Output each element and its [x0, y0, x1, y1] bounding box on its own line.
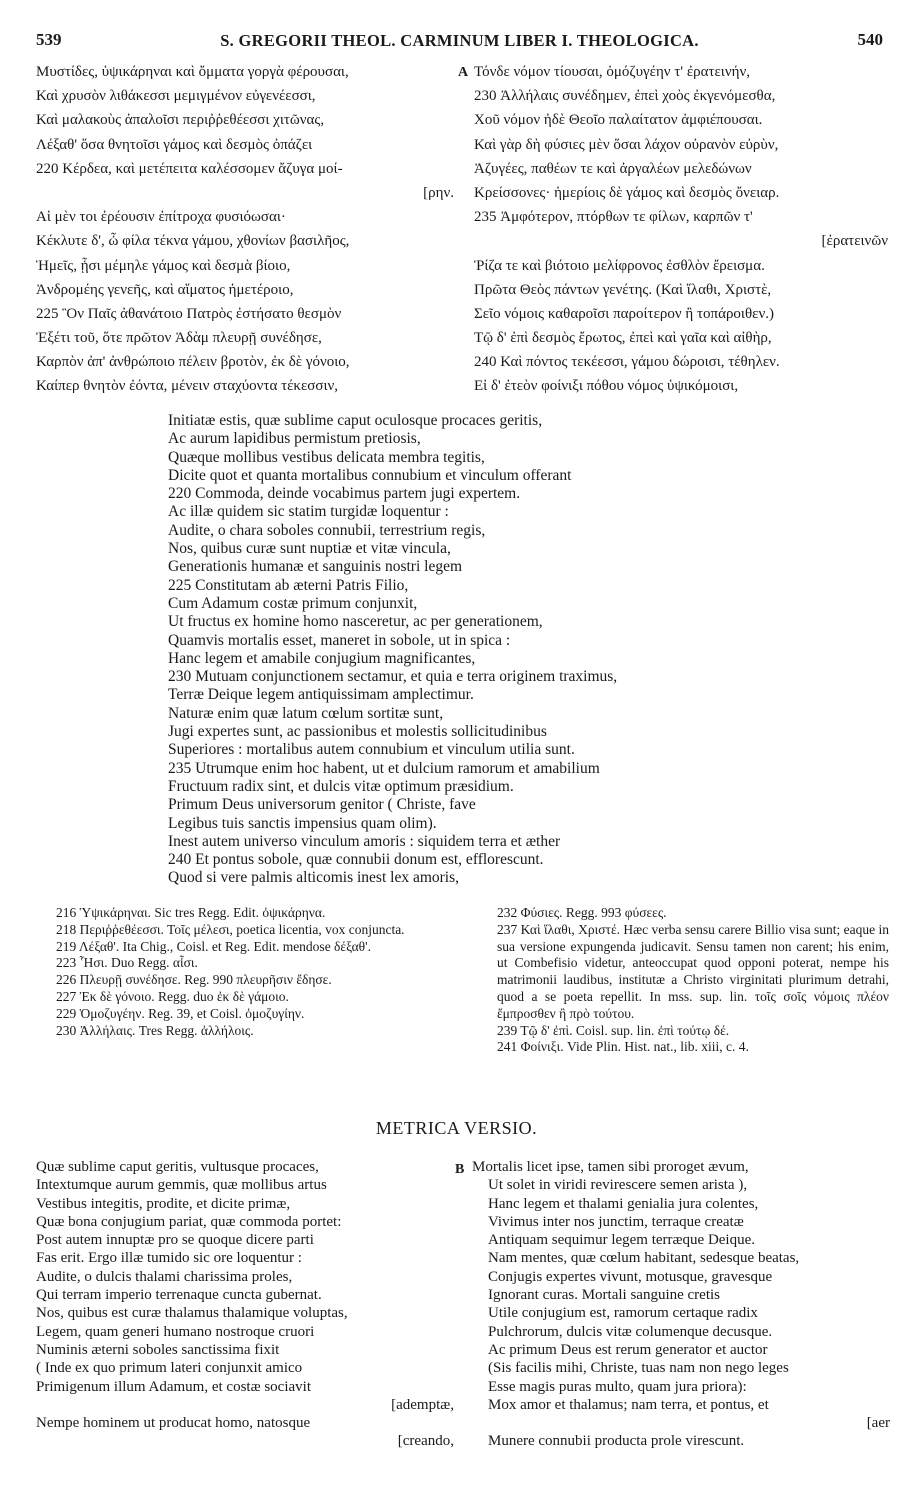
latin-line: Quamvis mortalis esset, maneret in sobole, ut in spica :	[168, 631, 511, 649]
greek-line: Χοῦ νόμον ἠδὲ Θεοῖο παλαίτατον ἀμφιέπουσαι.	[474, 112, 763, 129]
greek-line: 235 Ἀμφότερον, πτόρθων τε φίλων, καρπῶν τ'	[474, 209, 753, 226]
latin-line: Ac illæ quidem sic statim turgidæ loquentur :	[168, 503, 449, 521]
verse-line: Esse magis puras multo, quam jura priora):	[488, 1378, 747, 1395]
greek-line: Κέκλυτε δ', ὦ φίλα τέκνα γάμου, χθονίων βασιλῆος,	[36, 233, 350, 250]
verse-line: Legem, quam generi humano nostroque cruori	[36, 1323, 315, 1340]
greek-line: Ἡμεῖς, ᾗσι μέμηλε γάμος καὶ δεσμὰ βίοιο,	[36, 257, 291, 274]
footnote: 237 Καὶ ἵλαθι, Χριστέ. Hæc verba sensu carere Billio visa sunt; eaque in sua versione expungenda judicavit. Sensu tamen non carent; his enim, ut Combefisio videtur, anteoccupat quod opponi poterat, nempe his matrimonii laudibus, institutæ a Christo virginitati plurimum detrahi, quod a se poeta repellit. In mss. sup. lin. τοῖς σοῖς νόμοις πλέον ἔμπροσθεν ἢ πρὸ τούτου.	[497, 921, 889, 1021]
verse-line: Intextumque aurum gemmis, quæ mollibus artus	[36, 1177, 327, 1194]
greek-line: Αἱ μὲν τοι ἐρέουσιν ἐπίτροχα φυσιόωσαι·	[36, 209, 286, 226]
greek-line: Κρείσσονες· ἡμερίοις δὲ γάμος καὶ δεσμὸς ὄνειαρ.	[474, 184, 780, 201]
greek-line: Ἀνδρομέης γενεῆς, καὶ αἵματος ἡμετέροιο,	[36, 281, 294, 298]
greek-line: 225 Ὃν Παῖς ἀθανάτοιο Πατρὸς ἐστήσατο θεσμὸν	[36, 305, 342, 322]
verse-line: Ignorant curas. Mortali sanguine cretis	[488, 1287, 721, 1304]
greek-line: Μυστίδες, ὑψικάρηναι καὶ ὄμματα γοργὰ φέρουσαι,	[36, 64, 349, 80]
greek-line: 240 Καὶ πόντος τεκέεσσι, γάμου δώροισι, τέθηλεν.	[474, 354, 780, 371]
verse-line: Quæ sublime caput geritis, vultusque procaces,	[36, 1159, 319, 1175]
verse-line-continuation: [aer	[866, 1415, 890, 1432]
verse-line: Vivimus inter nos junctim, terraque creatæ	[488, 1213, 744, 1230]
greek-line-continuation: [ρην.	[423, 184, 454, 201]
footnote: 232 Φύσιες. Regg. 993 φύσεες.	[497, 905, 667, 920]
running-header	[36, 30, 883, 56]
greek-line: 230 Ἀλλήλαις συνέδημεν, ἐπεὶ χοὸς ἐκγενόμεσθα,	[474, 88, 776, 105]
greek-line: Λέξαθ' ὅσα θνητοῖσι γάμος καὶ δεσμὸς ὀπάζει	[36, 136, 313, 153]
verse-line: (Sis facilis mihi, Christe, tuas nam non nego leges	[488, 1360, 789, 1377]
footnote: 241 Φοίνιξι. Vide Plin. Hist. nat., lib. xiii, c. 4.	[497, 1039, 749, 1055]
greek-line: Πρῶτα Θεὸς πάντων γενέτης. (Καὶ ἵλαθι, Χριστὲ,	[474, 281, 772, 298]
greek-line: Ῥίζα τε καὶ βιότοιο μελίφρονος ἐσθλὸν ἔρεισμα.	[474, 257, 765, 274]
verse-line: Ut solet in viridi revirescere semen arista ),	[488, 1177, 748, 1194]
verse-line: Conjugis expertes vivunt, motusque, gravesque	[488, 1268, 773, 1285]
greek-line: Ἐξέτι τοῦ, ὅτε πρῶτον Ἀδὰμ πλευρῇ συνέδησε,	[36, 330, 322, 347]
section-heading: METRICA VERSIO.	[375, 1118, 538, 1138]
verse-line-continuation: [ademptæ,	[391, 1396, 454, 1413]
greek-line: Καὶ γὰρ δὴ φύσιες μὲν ὅσαι λάχον οὐρανὸν εὐρὺν,	[474, 136, 779, 153]
footnotes-right-column	[497, 905, 889, 1056]
latin-line: Primum Deus universorum genitor ( Christe, fave	[168, 796, 476, 814]
greek-line: Καὶ χρυσὸν λιθάκεσσι μεμιγμένον εὐγενέεσσι,	[36, 88, 316, 105]
greek-text-right-column	[474, 60, 888, 399]
verse-line: ( Inde ex quo primum lateri conjunxit amico	[36, 1360, 303, 1377]
latin-translation	[168, 412, 808, 888]
verse-line-continuation: [creando,	[397, 1433, 454, 1450]
verse-line: Fas erit. Ergo illæ tumido sic ore loquentur :	[36, 1250, 302, 1267]
footnote: 227 Ἐκ δὲ γόνοιο. Regg. duo ἐκ δὲ γάμοιο.	[56, 988, 289, 1004]
metrical-version-right-column	[472, 1158, 890, 1451]
page-number-right: 540	[857, 30, 883, 49]
latin-line: Nos, quibus curæ sunt nuptiæ et vitæ vincula,	[168, 540, 451, 558]
footnote: 218 Περιῤῥεθέεσσι. Τοῖς μέλεσι, poetica licentia, vox conjuncta.	[56, 921, 405, 937]
latin-line: Jugi expertes sunt, ac passionibus et molestis sollicitudinibus	[168, 723, 547, 741]
greek-line: Εἰ δ' ἐτεὸν φοίνιξι πόθου νόμος ὑψικόμοισι,	[474, 378, 739, 395]
greek-text-left-column	[36, 60, 454, 399]
latin-line: 220 Commoda, deinde vocabimus partem jugi expertem.	[168, 485, 521, 503]
metrical-version-left-column	[36, 1158, 454, 1451]
latin-line: Hanc legem et amabile conjugium magnificantes,	[168, 649, 476, 667]
greek-line: Τῷ δ' ἐπὶ δεσμὸς ἔρωτος, ἐπεὶ καὶ γαῖα καὶ αἰθὴρ,	[474, 330, 772, 347]
latin-line: Terræ Deique legem antiquissimam amplectimur.	[168, 686, 474, 704]
latin-line: Quæque mollibus vestibus delicata membra tegitis,	[168, 448, 485, 466]
latin-line: 240 Et pontus sobole, quæ connubii donum est, efflorescunt.	[168, 851, 544, 869]
latin-line: 225 Constitutam ab æterni Patris Filio,	[168, 576, 409, 594]
greek-line: Καίπερ θνητὸν ἐόντα, μένειν σταχύοντα τέκεσσιν,	[36, 378, 339, 395]
verse-line: Mortalis licet ipse, tamen sibi proroget ævum,	[472, 1159, 749, 1175]
verse-line: Antiquam sequimur legem terræque Deique.	[488, 1232, 756, 1249]
verse-line: Post autem innuptæ pro se quoque dicere parti	[36, 1232, 314, 1249]
latin-line: Ac aurum lapidibus permistum pretiosis,	[168, 430, 421, 448]
latin-line: Ut fructus ex homine homo nasceretur, ac per generationem,	[168, 613, 543, 631]
greek-line: Καρπὸν ἀπ' ἀνθρώποιο πέλειν βροτὸν, ἐκ δὲ γόνοιο,	[36, 354, 350, 371]
verse-line: Hanc legem et thalami genialia jura colentes,	[488, 1195, 759, 1212]
column-marker-b: B	[455, 1162, 465, 1177]
greek-line: 220 Κέρδεα, καὶ μετέπειτα καλέσσομεν ἄζυγα μοί-	[36, 160, 343, 177]
footnotes-left-column	[36, 905, 448, 1039]
latin-line: Superiores : mortalibus autem connubium et vinculum utilia sunt.	[168, 741, 575, 759]
column-marker-a: A	[458, 65, 469, 80]
latin-line: Legibus tuis sanctis impensius quam olim).	[168, 814, 437, 832]
verse-line: Audite, o dulcis thalami charissima proles,	[36, 1268, 293, 1285]
verse-line: Nam mentes, quæ cœlum habitant, sedesque beatas,	[488, 1250, 800, 1267]
verse-line: Qui terram imperio terrenaque cuncta gubernat.	[36, 1287, 322, 1304]
greek-line: Σεῖο νόμοις καθαροῖσι παροίτερον ἢ τοπάροιθεν.)	[474, 305, 774, 322]
verse-line: Utile conjugium est, ramorum certaque radix	[488, 1305, 758, 1322]
verse-line: Munere connubii producta prole virescunt.	[488, 1433, 745, 1450]
verse-line: Mox amor et thalamus; nam terra, et pontus, et	[488, 1396, 769, 1413]
footnote: 226 Πλευρῇ συνέδησε. Reg. 990 πλευρῆσιν ἔδησε.	[56, 972, 332, 988]
verse-line: Primigenum illum Adamum, et costæ sociavit	[36, 1378, 311, 1395]
latin-line: 230 Mutuam conjunctionem sectamur, et quia e terra originem traximus,	[168, 668, 618, 686]
verse-line: Pulchrorum, dulcis vitæ columenque decusque.	[488, 1323, 773, 1340]
footnote: 239 Τῷ δ' ἐπὶ. Coisl. sup. lin. ἐπὶ τούτῳ δέ.	[497, 1022, 730, 1038]
footnote: 216 Ὑψικάρηναι. Sic tres Regg. Edit. ὀψικάρηνα.	[56, 905, 326, 920]
verse-line: Numinis æterni soboles sanctissima fixit	[36, 1341, 280, 1358]
running-title: S. GREGORII THEOL. CARMINUM LIBER I. THEOLOGICA.	[220, 31, 699, 50]
verse-line: Ac primum Deus est rerum generator et auctor	[488, 1341, 768, 1358]
latin-line: Quod si vere palmis alticomis inest lex amoris,	[168, 869, 460, 887]
latin-line: Inest autem universo vinculum amoris : siquidem terra et æther	[168, 832, 561, 850]
latin-line: Cum Adamum costæ primum conjunxit,	[168, 594, 418, 612]
latin-line: Dicite quot et quanta mortalibus connubium et vinculum offerant	[168, 466, 572, 484]
verse-line: Quæ bona conjugium pariat, quæ commoda portet:	[36, 1213, 342, 1230]
latin-line: Generationis humanæ et sanguinis nostri legem	[168, 558, 463, 576]
page-number-left: 539	[36, 30, 62, 49]
latin-line: 235 Utrumque enim hoc habent, ut et dulcium ramorum et amabilium	[168, 759, 600, 777]
verse-line: Vestibus integitis, prodite, et dicite primæ,	[36, 1195, 291, 1212]
footnote: 223 Ἧσι. Duo Regg. αἷσι.	[56, 955, 198, 971]
latin-line: Audite, o chara soboles connubii, terrestrium regis,	[168, 521, 486, 539]
verse-line: Nempe hominem ut producat homo, natosque	[36, 1415, 311, 1432]
latin-line: Fructuum radix sint, et dulcis vitæ optimum præsidium.	[168, 777, 514, 795]
greek-line: Τόνδε νόμον τίουσαι, ὁμόζυγέην τ' ἐρατεινήν,	[474, 64, 750, 80]
latin-line: Naturæ enim quæ latum cœlum sortitæ sunt,	[168, 704, 444, 722]
greek-line-continuation: [ἐρατεινῶν	[821, 233, 888, 250]
greek-line: Ἀζυγέες, παθέων τε καὶ ἀργαλέων μελεδώνων	[474, 160, 752, 177]
footnote: 229 Ὁμοζυγέην. Reg. 39, et Coisl. ὁμοζυγίην.	[56, 1005, 305, 1021]
latin-line: Initiatæ estis, quæ sublime caput oculosque procaces geritis,	[168, 412, 543, 429]
footnote: 219 Λέξαθ'. Ita Chig., Coisl. et Reg. Edit. mendose δέξαθ'.	[56, 938, 371, 954]
greek-line: Καὶ μαλακοὺς ἀπαλοῖσι περιῤῥεθέεσσι χιτῶνας,	[36, 112, 325, 129]
verse-line: Nos, quibus est curæ thalamus thalamique voluptas,	[36, 1305, 348, 1322]
footnote: 230 Ἀλλήλαις. Tres Regg. ἀλλήλοις.	[56, 1022, 254, 1038]
